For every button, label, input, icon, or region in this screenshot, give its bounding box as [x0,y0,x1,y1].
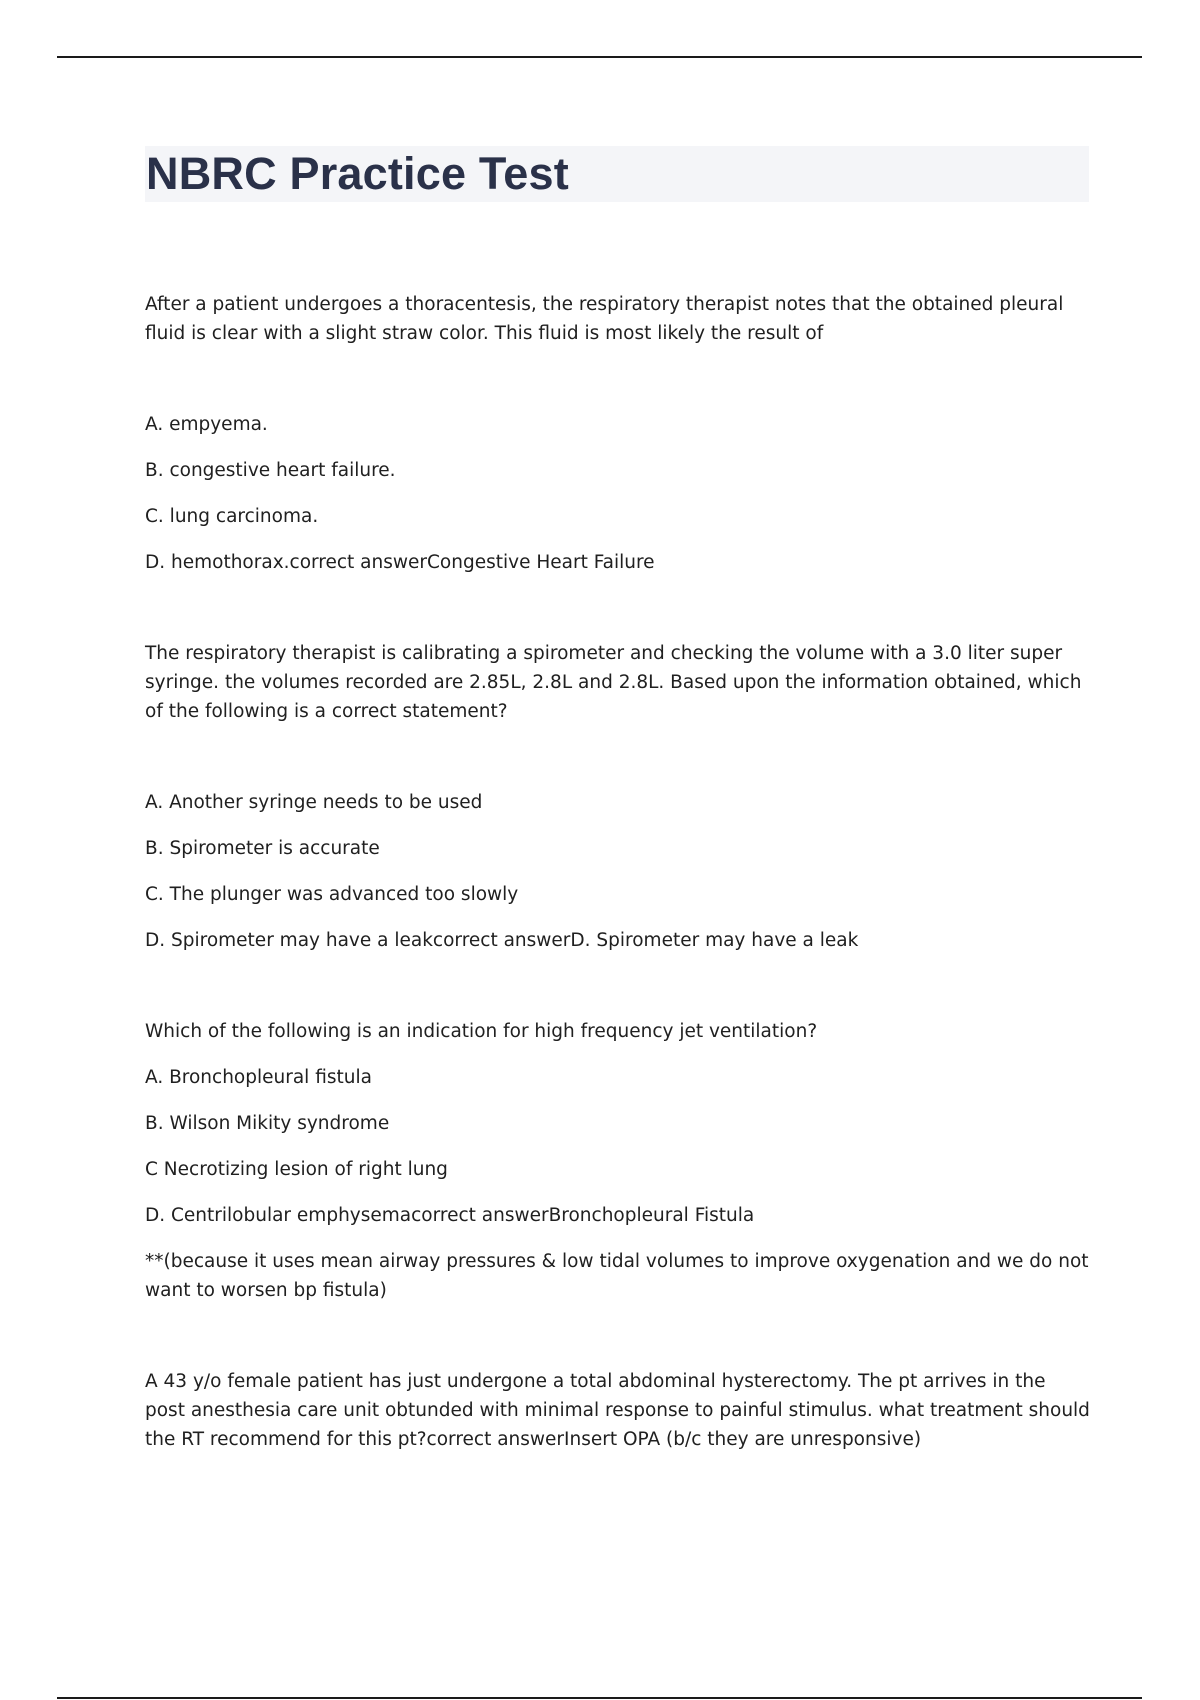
answer-option: C. The plunger was advanced too slowly [145,884,519,905]
question-block [145,1017,1090,1305]
document-body [145,290,1090,1454]
spacer [145,348,1090,410]
spacer [145,1305,1090,1367]
answer-option: B. Spirometer is accurate [145,838,380,859]
answer-option: C. lung carcinoma. [145,506,319,527]
answer-option: D. hemothorax.correct answerCongestive Heart Failure [145,552,655,573]
footer-rule [57,1697,1142,1699]
answer-option: A. Another syringe needs to be used [145,792,483,813]
spacer [145,726,1090,788]
question-stem: A 43 y/o female patient has just undergone a total abdominal hysterectomy. The pt arrives in the post anesthesia care unit obtunded with minimal response to painful stimulus. what treatment should the RT recommend for this pt?correct answerInsert OPA (b/c they are unresponsive) [145,1371,1090,1450]
question-block [145,639,1090,955]
answer-option: D. Spirometer may have a leakcorrect answerD. Spirometer may have a leak [145,930,859,951]
answer-option: B. Wilson Mikity syndrome [145,1113,390,1134]
question-stem: The respiratory therapist is calibrating a spirometer and checking the volume with a 3.0 liter super syringe. the volumes recorded are 2.85L, 2.8L and 2.8L. Based upon the information obtained, which of the following is a correct statement? [145,643,1082,722]
page-title: NBRC Practice Test [146,148,569,199]
spacer [145,955,1090,1017]
question-block [145,290,1090,577]
answer-option: D. Centrilobular emphysemacorrect answerBronchopleural Fistula [145,1205,755,1226]
question-stem: After a patient undergoes a thoracentesis, the respiratory therapist notes that the obtained pleural fluid is clear with a slight straw color. This fluid is most likely the result of [145,294,1064,344]
answer-option: A. empyema. [145,414,268,435]
question-block [145,1367,1090,1454]
header-rule [57,56,1142,58]
answer-note: **(because it uses mean airway pressures & low tidal volumes to improve oxygenation and we do not want to worsen bp fistula) [145,1251,1089,1301]
answer-option: B. congestive heart failure. [145,460,396,481]
answer-option: C Necrotizing lesion of right lung [145,1159,448,1180]
answer-option: A. Bronchopleural fistula [145,1067,372,1088]
spacer [145,577,1090,639]
question-stem: Which of the following is an indication for high frequency jet ventilation? [145,1021,818,1042]
